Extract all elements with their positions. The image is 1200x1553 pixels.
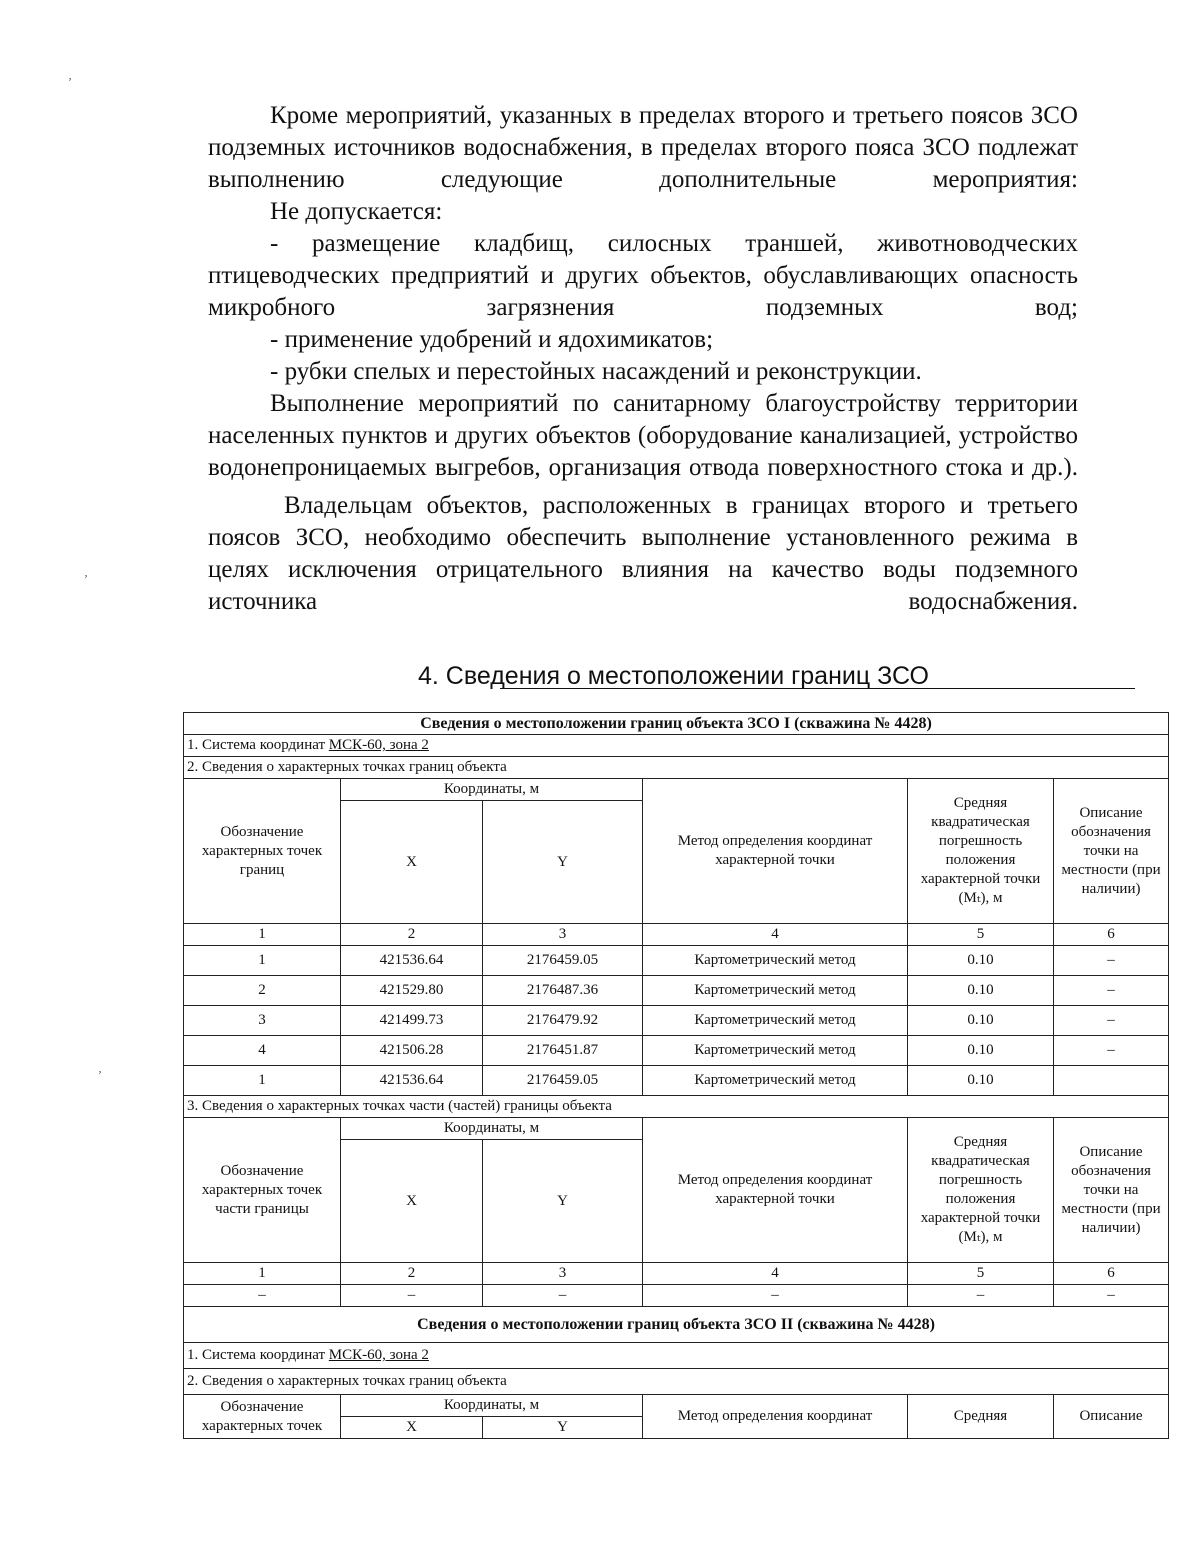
paragraph-6: Выполнение мероприятий по санитарному благоустройству территории населенных пунктов и других объектов (оборудование канализацией, устройство водонепроницаемых выгребов, организация отвода поверхностного стока и др.).: [208, 390, 1078, 481]
col-number: 3: [483, 924, 643, 946]
zone1-part-header-x: X: [341, 1140, 483, 1263]
point-id: 3: [184, 1006, 341, 1036]
zone2-header-method: Метод определения координат: [643, 1395, 908, 1439]
zone1-title-row: [184, 713, 1169, 735]
coord-y: 2176459.05: [483, 1066, 643, 1096]
point-description: –: [1054, 1006, 1169, 1036]
error-value: 0.10: [908, 976, 1054, 1006]
zone1-title: Сведения о местоположении границ объекта ЗСО I (скважина № 4428): [184, 713, 1169, 735]
zone1-part-header-method: Метод определения координат характерной точки: [643, 1118, 908, 1263]
zone1-points-label-row: [184, 757, 1169, 779]
coord-x: 421536.64: [341, 1066, 483, 1096]
coord-x: 421499.73: [341, 1006, 483, 1036]
point-description: [1054, 1066, 1169, 1096]
zone1-part-header-name: Обозначение характерных точек части границы: [184, 1118, 341, 1263]
paragraph-4: - применение удобрений и ядохимикатов;: [270, 326, 714, 353]
zone2-coord-value: МСК-60, зона 2: [328, 1347, 429, 1363]
paragraph-5: - рубки спелых и перестойных насаждений и реконструкции.: [270, 358, 922, 385]
scan-speck: ʼ: [98, 1068, 102, 1082]
zone1-part-label: 3. Сведения о характерных точках части (частей) границы объекта: [184, 1096, 1169, 1118]
error-value: 0.10: [908, 1066, 1054, 1096]
zone1-part-header-row: [184, 1118, 1169, 1140]
zone1-header-coords: Координаты, м: [341, 779, 643, 801]
method: Картометрический метод: [643, 1066, 908, 1096]
col-number: 5: [908, 1263, 1054, 1285]
method: –: [643, 1285, 908, 1307]
paragraph-2: Не допускается:: [270, 198, 443, 225]
zone1-part-label-row: [184, 1096, 1169, 1118]
zone1-part-header-coords: Координаты, м: [341, 1118, 643, 1140]
zone2-coord-system: [184, 1343, 1169, 1369]
point-description: –: [1054, 1285, 1169, 1307]
heading-rule: [500, 688, 1135, 689]
zone1-coord-system: [184, 735, 1169, 757]
zone2-coord-label: 1. Система координат: [187, 1347, 329, 1363]
zone1-points-label: 2. Сведения о характерных точках границ объекта: [184, 757, 1169, 779]
zone1-coord-value: МСК-60, зона 2: [328, 737, 429, 753]
point-description: –: [1054, 976, 1169, 1006]
table-row: [184, 1006, 1169, 1036]
coord-x: –: [341, 1285, 483, 1307]
zone1-part-header-error: Средняя квадратическая погрешность положения характерной точки (Mₜ), м: [908, 1118, 1054, 1263]
coord-y: 2176479.92: [483, 1006, 643, 1036]
point-description: –: [1054, 1036, 1169, 1066]
coord-y: 2176451.87: [483, 1036, 643, 1066]
col-number: 5: [908, 924, 1054, 946]
error-value: 0.10: [908, 1006, 1054, 1036]
method: Картометрический метод: [643, 976, 908, 1006]
zone1-header-y: Y: [483, 801, 643, 924]
col-number: 6: [1054, 924, 1169, 946]
coord-y: –: [483, 1285, 643, 1307]
method: Картометрический метод: [643, 946, 908, 976]
col-number: 2: [341, 1263, 483, 1285]
point-id: –: [184, 1285, 341, 1307]
zone1-header-x: X: [341, 801, 483, 924]
point-description: –: [1054, 946, 1169, 976]
zone1-part-header-y: Y: [483, 1140, 643, 1263]
zone2-title-row: [184, 1307, 1169, 1343]
table-row: [184, 1285, 1169, 1307]
zone2-title: Сведения о местоположении границ объекта ЗСО II (скважина № 4428): [184, 1307, 1169, 1343]
section-title: 4. Сведения о местоположении границ ЗСО: [418, 662, 929, 690]
zone2-header-description: Описание: [1054, 1395, 1169, 1439]
method: Картометрический метод: [643, 1036, 908, 1066]
zone1-coord-row: [184, 735, 1169, 757]
col-number: 2: [341, 924, 483, 946]
col-number: 4: [643, 1263, 908, 1285]
coord-y: 2176487.36: [483, 976, 643, 1006]
method: Картометрический метод: [643, 1006, 908, 1036]
zone2-header-name: Обозначение характерных точек: [184, 1395, 341, 1439]
zso-table-container: [183, 712, 1161, 1462]
col-number: 4: [643, 924, 908, 946]
zone2-header-error: Средняя: [908, 1395, 1054, 1439]
point-id: 4: [184, 1036, 341, 1066]
col-number: 6: [1054, 1263, 1169, 1285]
zone1-part-header-description: Описание обозначения точки на местности (при наличии): [1054, 1118, 1169, 1263]
paragraph-block: [208, 100, 1078, 618]
point-id: 1: [184, 1066, 341, 1096]
zone1-coord-label: 1. Система координат: [187, 737, 329, 753]
zone1-part-number-row: [184, 1263, 1169, 1285]
error-value: 0.10: [908, 946, 1054, 976]
col-number: 1: [184, 924, 341, 946]
col-number: 3: [483, 1263, 643, 1285]
zso-boundaries-table: [183, 712, 1169, 1439]
table-row: [184, 1036, 1169, 1066]
zone1-header-row: [184, 779, 1169, 801]
point-id: 1: [184, 946, 341, 976]
zone1-header-description: Описание обозначения точки на местности (при наличии): [1054, 779, 1169, 924]
zone2-coord-row: [184, 1343, 1169, 1369]
table-row: [184, 946, 1169, 976]
scan-speck: ʼ: [84, 572, 88, 586]
error-value: 0.10: [908, 1036, 1054, 1066]
paragraph-3: - размещение кладбищ, силосных траншей, животноводческих птицеводческих предприятий и других объектов, обуславливающих опасность микробного загрязнения подземных вод;: [208, 230, 1078, 321]
error-value: –: [908, 1285, 1054, 1307]
zone1-header-method: Метод определения координат характерной точки: [643, 779, 908, 924]
zone1-header-name: Обозначение характерных точек границ: [184, 779, 341, 924]
paragraph-1: Кроме мероприятий, указанных в пределах второго и третьего поясов ЗСО подземных источников водоснабжения, в пределах второго пояса ЗСО подлежат выполнению следующие дополнительные мероприятия:: [208, 102, 1078, 193]
point-id: 2: [184, 976, 341, 1006]
coord-x: 421529.80: [341, 976, 483, 1006]
zone2-points-label-row: [184, 1369, 1169, 1395]
coord-y: 2176459.05: [483, 946, 643, 976]
col-number: 1: [184, 1263, 341, 1285]
coord-x: 421506.28: [341, 1036, 483, 1066]
zone2-header-y: Y: [483, 1417, 643, 1439]
zone2-header-row: [184, 1395, 1169, 1417]
paragraph-7: Владельцам объектов, расположенных в границах второго и третьего поясов ЗСО, необходимо обеспечить выполнение установленного режима в целях исключения отрицательного влияния на качество воды подземного источника водоснабжения.: [208, 492, 1078, 615]
scan-speck: ʼ: [68, 75, 72, 89]
zone2-points-label: 2. Сведения о характерных точках границ объекта: [184, 1369, 1169, 1395]
table-row: [184, 1066, 1169, 1096]
coord-x: 421536.64: [341, 946, 483, 976]
zone1-header-error: Средняя квадратическая погрешность положения характерной точки (Mₜ), м: [908, 779, 1054, 924]
zone2-header-coords: Координаты, м: [341, 1395, 643, 1417]
zone2-header-x: X: [341, 1417, 483, 1439]
zone1-number-row: [184, 924, 1169, 946]
table-row: [184, 976, 1169, 1006]
